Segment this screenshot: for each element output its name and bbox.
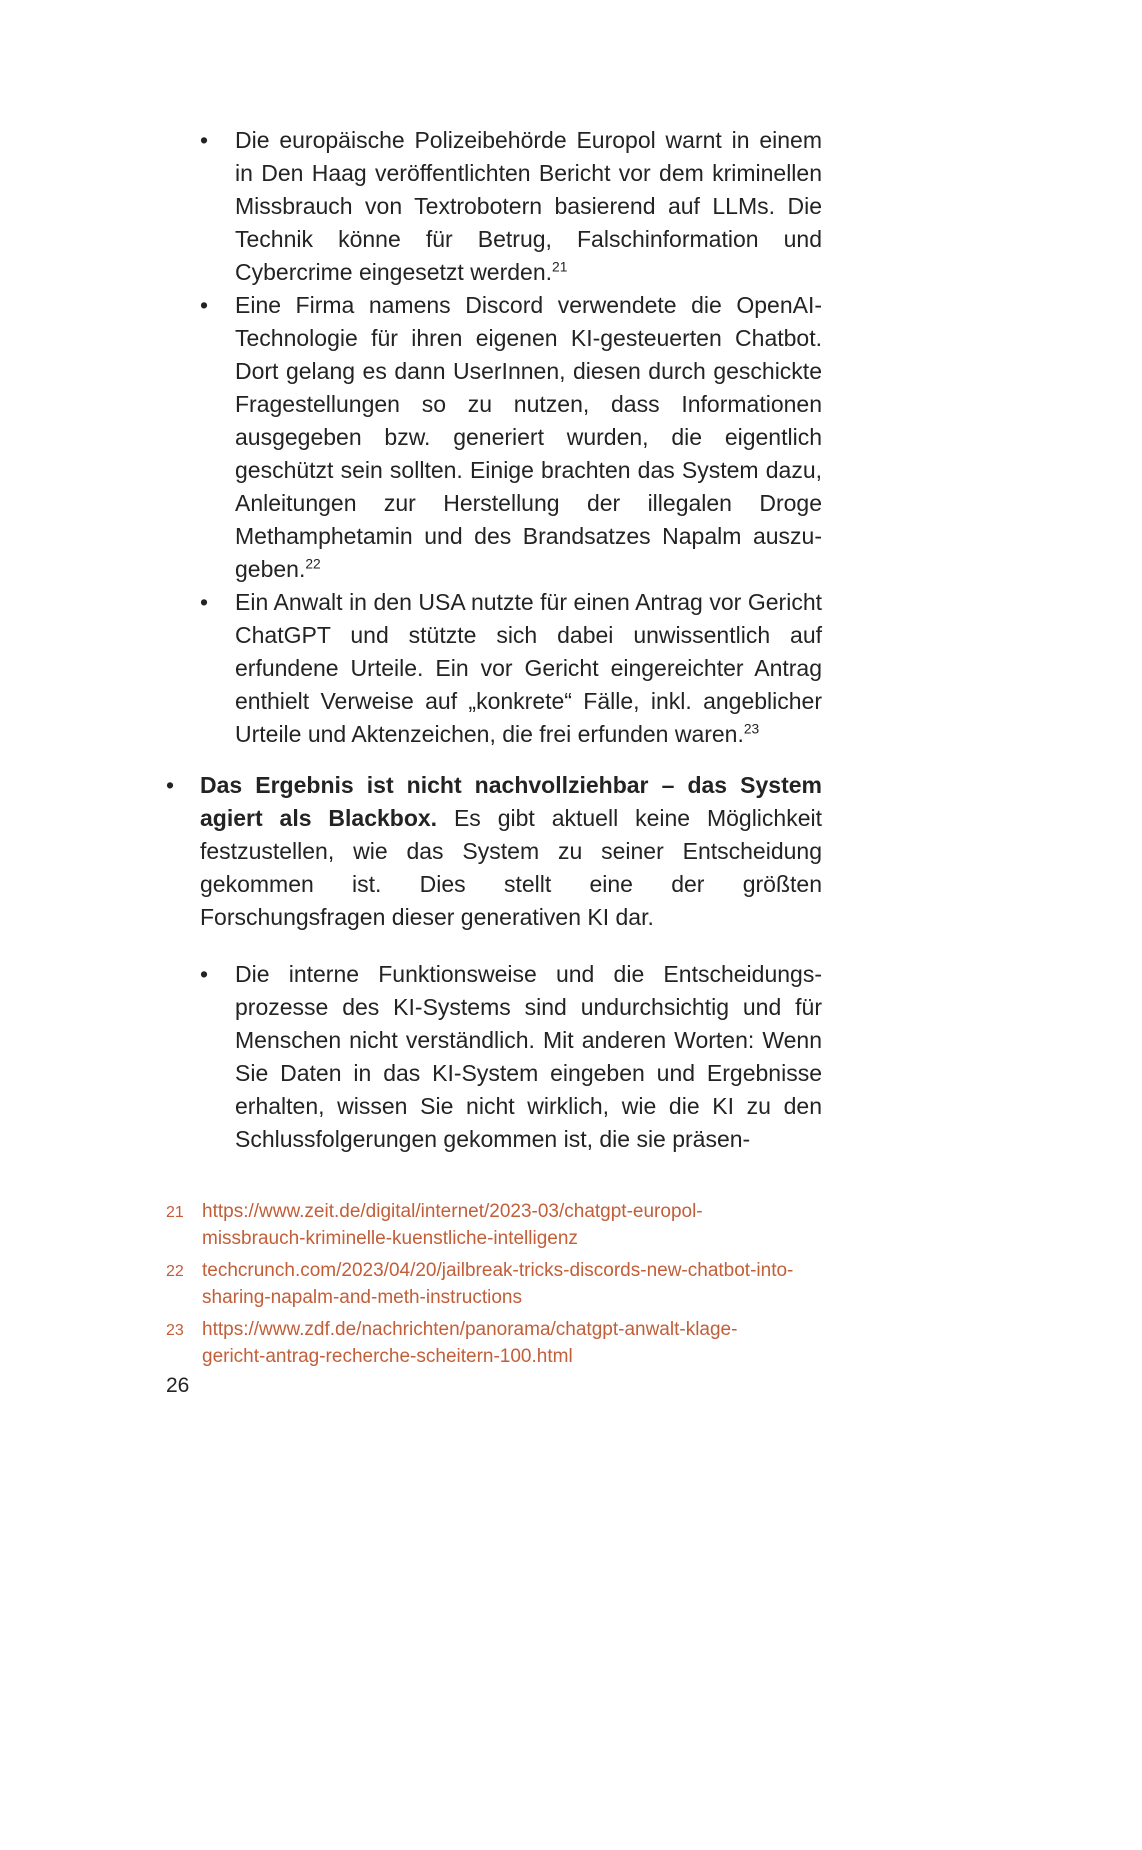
- page-number: 26: [166, 1374, 190, 1397]
- footnote-23: [166, 1316, 794, 1370]
- footnote-number: 22: [166, 1263, 184, 1280]
- footnotes-section: [166, 1198, 794, 1375]
- list-item-blackbox: [166, 769, 822, 934]
- bullet-text-body: Eine Firma namens Discord verwendete die OpenAI-Technologie für ihren eigenen KI-gesteuerten Chatbot. Dort gelang es dann UserInnen, diesen durch geschickte Fragestellungen so zu nutzen, dass Informationen ausgegeben bzw. generiert wurden, die eigentlich geschützt sein sollten. Einige brachten das System dazu, Anleitungen zur Herstellung der illegalen Droge Methamphetamin und des Brandsatzes Napalm auszugeben.: [235, 292, 822, 582]
- bullet-text: [235, 586, 822, 751]
- bullet-text-body: Die interne Funktionsweise und die Entscheidungsprozesse des KI-Systems sind undurchsichtig und für Menschen nicht verständlich. Mit anderen Worten: Wenn Sie Daten in das KI-System eingeben und Ergebnisse erhalten, wissen Sie nicht wirklich, wie die KI zu den Schlussfolgerungen gekommen ist, die sie präsen-: [235, 961, 822, 1152]
- bullet-icon: •: [200, 961, 209, 987]
- bullet-text-bold-lead: Das Ergebnis ist nicht nachvollziehbar – das System agiert als Blackbox.: [200, 772, 822, 831]
- footnote-22: [166, 1257, 794, 1311]
- footnote-ref-22[interactable]: 22: [305, 556, 321, 572]
- footnote-21: [166, 1198, 794, 1252]
- bullet-text-body: Die europäische Polizeibehörde Europol warnt in einem in Den Haag veröffentlichten Bericht vor dem kriminellen Missbrauch von Textrobotern basierend auf LLMs. Die Technik könne für Betrug, Falschinformation und Cybercrime eingesetzt werden.: [235, 127, 822, 285]
- bullet-text: [235, 124, 822, 289]
- footnote-link[interactable]: techcrunch.com/2023/04/20/jailbreak-tricks-discords-new-chatbot-into-sharing-napalm-and-meth-instructions: [202, 1260, 794, 1308]
- list-item-discord: [200, 289, 822, 586]
- list-item-funktionsweise: [200, 958, 822, 1156]
- bullet-text-body: Ein Anwalt in den USA nutzte für einen Antrag vor Gericht ChatGPT und stützte sich dabei unwissentlich auf erfundene Urteile. Ein vor Gericht eingereichter Antrag enthielt Verweise auf „konkrete“ Fälle, inkl. angeblicher Urteile und Aktenzeichen, die frei erfunden waren.: [235, 589, 822, 747]
- bullet-icon: •: [200, 589, 209, 615]
- bullet-list-top: [166, 124, 822, 751]
- footnote-ref-23[interactable]: 23: [743, 721, 760, 737]
- list-item-europol: [200, 124, 822, 289]
- footnote-ref-21[interactable]: 21: [552, 259, 568, 275]
- bullet-text: [235, 958, 822, 1156]
- bullet-text: [235, 289, 822, 586]
- bullet-text-body: Es gibt aktuell keine Möglichkeit festzustellen, wie das System zu seiner Entscheidung gekommen ist. Dies stellt eine der größten Forschungsfragen dieser generativen KI dar.: [200, 805, 823, 930]
- bullet-icon: •: [200, 292, 209, 318]
- page-content: [166, 124, 822, 1156]
- footnote-number: 21: [166, 1204, 184, 1221]
- footnote-link[interactable]: https://www.zeit.de/digital/internet/2023-03/chatgpt-europol-missbrauch-kriminelle-kuenstliche-intelligenz: [202, 1201, 703, 1249]
- bullet-text: [200, 769, 822, 934]
- footnote-number: 23: [166, 1322, 184, 1339]
- list-item-anwalt: [200, 586, 822, 751]
- footnote-link[interactable]: https://www.zdf.de/nachrichten/panorama/chatgpt-anwalt-klage-gericht-antrag-recherche-scheitern-100.html: [202, 1319, 738, 1367]
- bullet-icon: •: [166, 772, 175, 798]
- bullet-icon: •: [200, 127, 209, 153]
